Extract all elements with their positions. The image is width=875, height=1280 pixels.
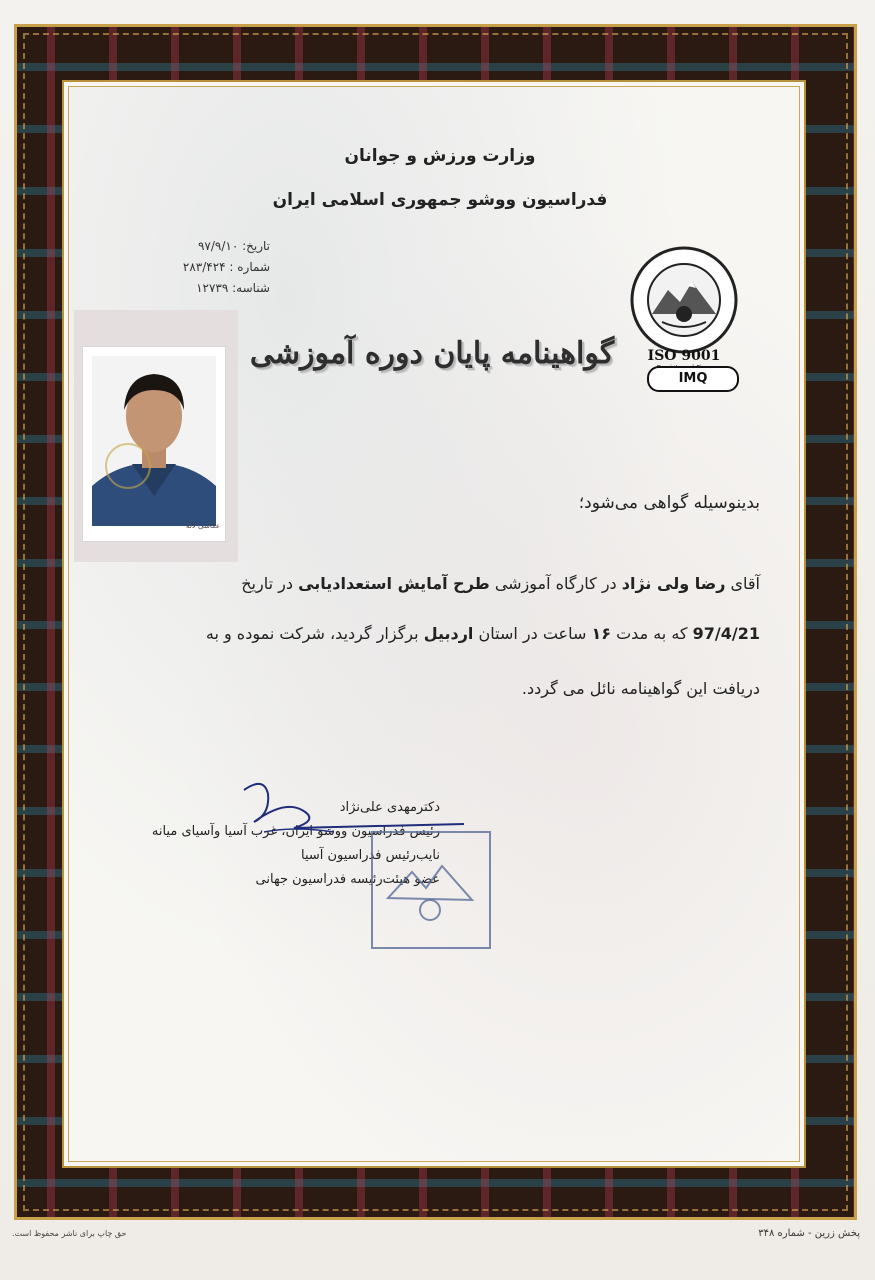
body-line-3: دریافت این گواهینامه نائل می گردد. [521,679,760,698]
course-date: 97/4/21 [692,624,760,643]
footer-copyright: حق چاپ برای ناشر محفوظ است. [12,1229,127,1238]
federation-heading: فدراسیون ووشو جمهوری اسلامی ایران [272,190,608,210]
salutation-line: بدینوسیله گواهی می‌شود؛ [578,493,760,513]
signer-role-2: نایب‌رئیس فدراسیون آسیا [300,848,440,863]
certificate-title: گواهینامه پایان دوره آموزشی [249,336,615,371]
text-prefix: آقای [730,574,760,593]
text-workshop: در کارگاه آموزشی [494,574,617,593]
body-line-2 [140,624,760,643]
meta-id: شناسه: ۱۲۷۳۹ [196,281,270,295]
province-name: اردبیل [423,624,474,643]
text-held: برگزار گردید، شرکت نموده و به [205,624,419,643]
signer-name: دکترمهدی علی‌نژاد [339,800,440,815]
ministry-heading: وزارت ورزش و جوانان [344,146,536,166]
text-duration: که به مدت [616,624,688,643]
iso-label: ISO 9001 [647,348,721,364]
certificate-meta [130,236,270,299]
course-name: طرح آمایش استعدادیابی [298,574,490,593]
footer-publisher: پخش زرین - شماره ۳۴۸ [758,1228,860,1239]
text-date-label: در تاریخ [241,574,293,593]
signer-role-3: عضو هیئت‌رئیسه فدراسیون جهانی [255,872,440,887]
imq-badge: IMQ [647,366,739,392]
text-province-label: ساعت در استان [478,624,587,643]
course-hours: ۱۶ [591,624,612,643]
recipient-name: رضا ولی نژاد [621,574,726,593]
federation-logo-icon [628,244,740,356]
signer-role-1: رئیس فدراسیون ووشو ایران، غرب آسیا وآسیای میانه [151,824,440,839]
body-line-1 [140,574,760,593]
portrait-photo [92,356,216,526]
photo-caption: عکاسی لاله [186,522,220,530]
official-stamp-icon [368,828,494,952]
meta-number: شماره : ۲۸۳/۴۲۴ [182,260,270,274]
meta-date: تاریخ: ۹۷/۹/۱۰ [197,239,270,253]
